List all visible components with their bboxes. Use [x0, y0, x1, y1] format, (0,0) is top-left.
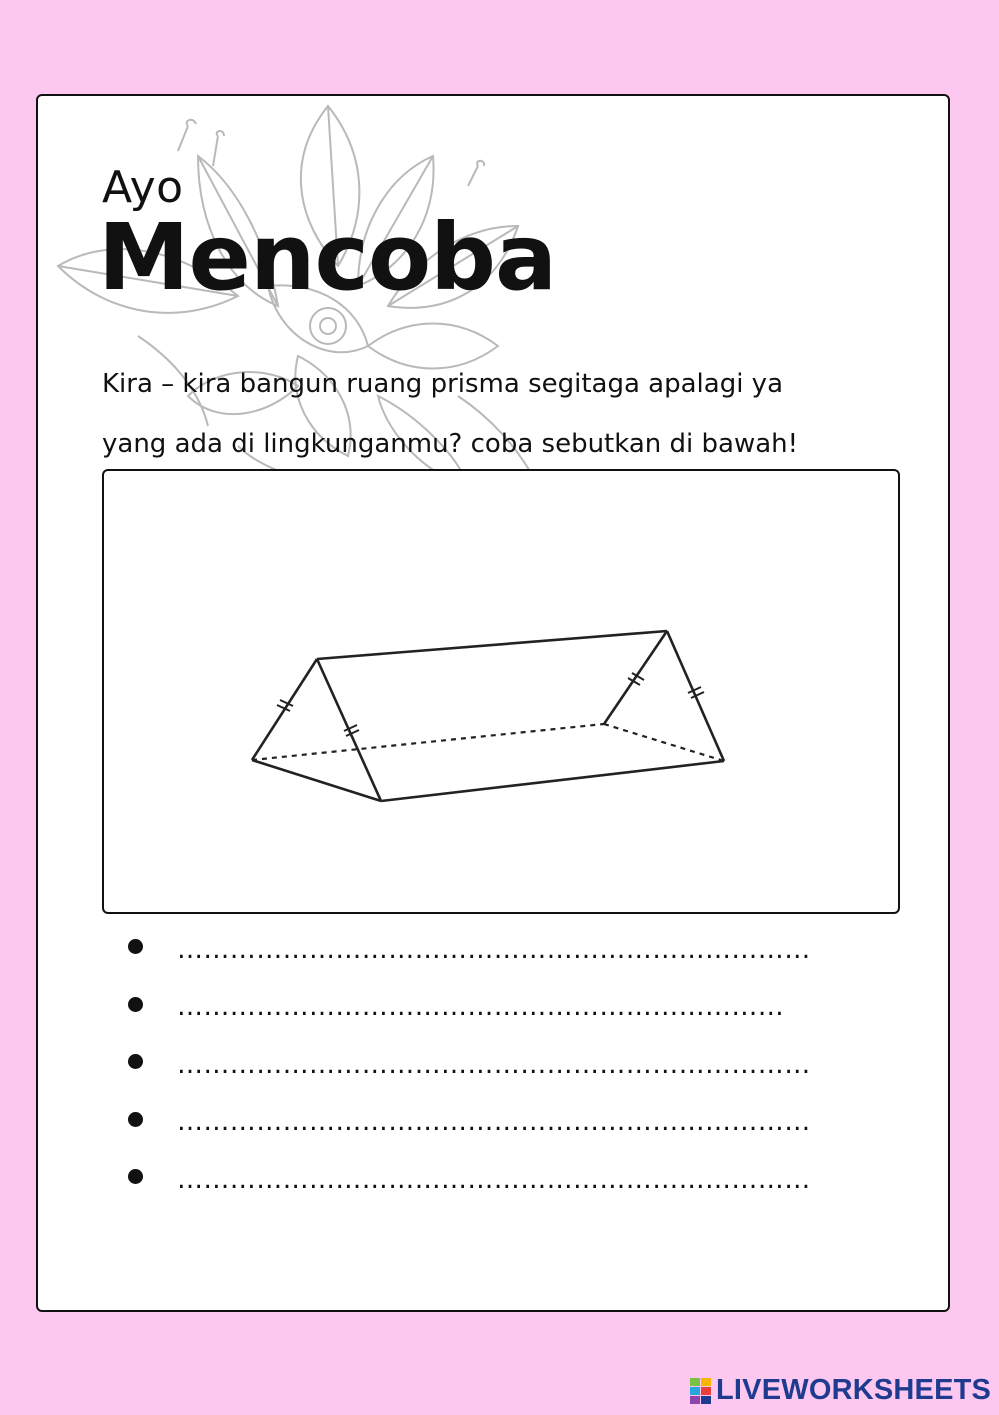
answer-line[interactable]: ……………………………………………………………… — [177, 1164, 811, 1195]
instruction-text — [102, 354, 902, 474]
list-item[interactable] — [128, 979, 898, 1037]
bullet-icon — [128, 939, 143, 954]
liveworksheets-logo — [690, 1374, 991, 1407]
list-item[interactable] — [128, 1036, 898, 1094]
answer-line[interactable]: ……………………………………………………………… — [177, 934, 811, 965]
logo-text: LIVEWORKSHEETS — [716, 1374, 992, 1406]
page-title: Mencoba — [98, 204, 557, 311]
triangular-prism-icon — [104, 471, 898, 912]
bullet-icon — [128, 1169, 143, 1184]
answer-list — [128, 921, 898, 1209]
bullet-icon — [128, 997, 143, 1012]
answer-line[interactable]: …………………………………………………………… — [177, 992, 785, 1023]
instruction-line-1: Kira – kira bangun ruang prisma segitaga apalagi ya — [102, 369, 784, 399]
bullet-icon — [128, 1054, 143, 1069]
illustration-box — [102, 469, 900, 914]
instruction-line-2: yang ada di lingkunganmu? coba sebutkan di bawah! — [102, 429, 799, 459]
bullet-icon — [128, 1112, 143, 1127]
logo-mark-icon — [690, 1378, 712, 1404]
list-item[interactable] — [128, 1151, 898, 1209]
title-prefix: Ayo — [102, 162, 184, 213]
worksheet-card — [36, 94, 950, 1312]
list-item[interactable] — [128, 921, 898, 979]
list-item[interactable] — [128, 1094, 898, 1152]
answer-line[interactable]: ……………………………………………………………… — [177, 1107, 811, 1138]
answer-line[interactable]: ……………………………………………………………… — [177, 1049, 811, 1080]
